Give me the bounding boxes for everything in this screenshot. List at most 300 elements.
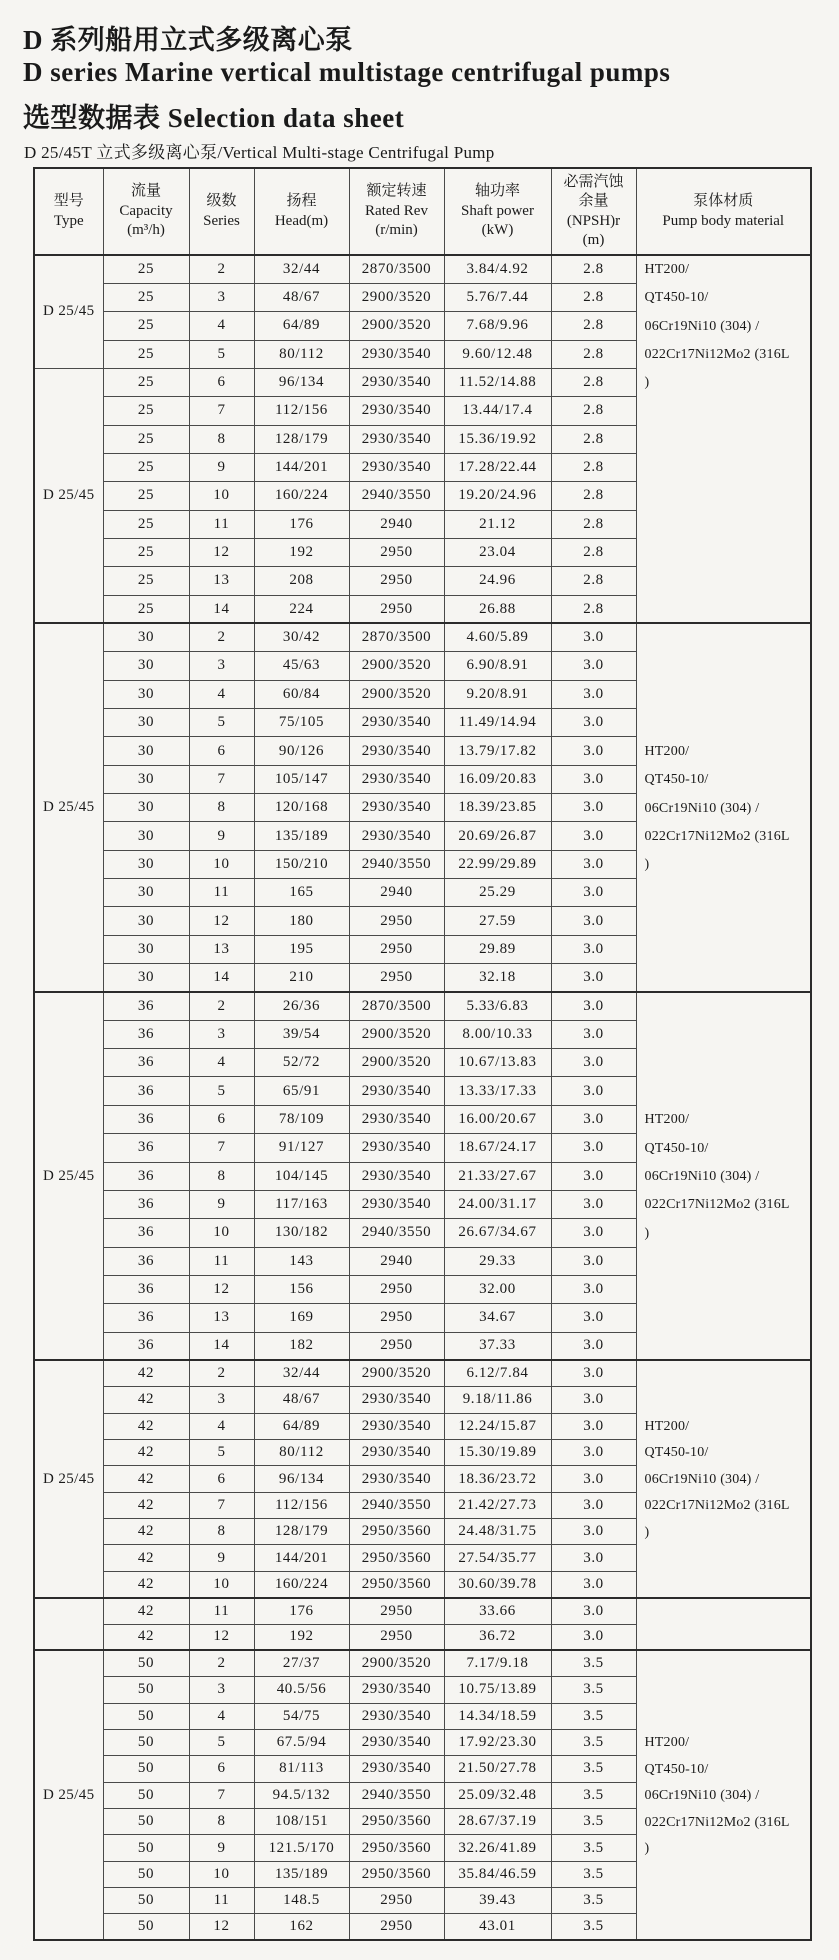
cell-series: 2 bbox=[189, 992, 254, 1020]
table-row bbox=[34, 1650, 811, 1676]
cell-capacity: 30 bbox=[103, 623, 189, 651]
column-header-head: 扬程 Head(m) bbox=[254, 168, 349, 255]
material-line: ) bbox=[644, 375, 650, 391]
material-line: 022Cr17Ni12Mo2 (316L bbox=[644, 347, 790, 363]
cell-head: 96/134 bbox=[254, 368, 349, 396]
type-cell: D 25/45 bbox=[34, 623, 103, 991]
table-row bbox=[34, 255, 811, 283]
cell-capacity: 50 bbox=[103, 1703, 189, 1729]
cell-power: 32.26/41.89 bbox=[444, 1835, 551, 1861]
selection-table bbox=[33, 167, 812, 1941]
material-line: 022Cr17Ni12Mo2 (316L bbox=[644, 1814, 790, 1830]
cell-series: 3 bbox=[189, 1387, 254, 1413]
cell-power: 12.24/15.87 bbox=[444, 1413, 551, 1439]
cell-npsh: 3.0 bbox=[551, 1360, 636, 1386]
cell-npsh: 2.8 bbox=[551, 538, 636, 566]
column-header-power: 轴功率 Shaft power (kW) bbox=[444, 168, 551, 255]
cell-power: 6.12/7.84 bbox=[444, 1360, 551, 1386]
cell-capacity: 36 bbox=[103, 1304, 189, 1332]
cell-rev: 2940/3550 bbox=[349, 482, 444, 510]
cell-capacity: 30 bbox=[103, 964, 189, 992]
type-cell: D 25/45 bbox=[34, 1360, 103, 1597]
cell-rev: 2950 bbox=[349, 1332, 444, 1360]
cell-npsh: 3.0 bbox=[551, 1134, 636, 1162]
cell-head: 117/163 bbox=[254, 1190, 349, 1218]
material-line: ) bbox=[644, 1225, 650, 1241]
material-line: ) bbox=[644, 1524, 650, 1540]
cell-capacity: 25 bbox=[103, 510, 189, 538]
cell-head: 156 bbox=[254, 1275, 349, 1303]
cell-head: 121.5/170 bbox=[254, 1835, 349, 1861]
cell-series: 4 bbox=[189, 680, 254, 708]
cell-head: 64/89 bbox=[254, 1413, 349, 1439]
cell-head: 160/224 bbox=[254, 482, 349, 510]
cell-head: 39/54 bbox=[254, 1020, 349, 1048]
cell-npsh: 3.0 bbox=[551, 1598, 636, 1624]
cell-head: 108/151 bbox=[254, 1809, 349, 1835]
material-cell bbox=[636, 623, 811, 991]
cell-npsh: 3.5 bbox=[551, 1782, 636, 1808]
cell-rev: 2940 bbox=[349, 1247, 444, 1275]
cell-capacity: 30 bbox=[103, 850, 189, 878]
cell-capacity: 36 bbox=[103, 1190, 189, 1218]
cell-series: 14 bbox=[189, 595, 254, 623]
cell-capacity: 30 bbox=[103, 907, 189, 935]
cell-series: 8 bbox=[189, 425, 254, 453]
cell-head: 48/67 bbox=[254, 283, 349, 311]
cell-power: 29.33 bbox=[444, 1247, 551, 1275]
cell-series: 9 bbox=[189, 822, 254, 850]
cell-head: 192 bbox=[254, 1624, 349, 1650]
cell-head: 144/201 bbox=[254, 1545, 349, 1571]
cell-power: 23.04 bbox=[444, 538, 551, 566]
cell-power: 30.60/39.78 bbox=[444, 1571, 551, 1597]
cell-series: 3 bbox=[189, 652, 254, 680]
cell-capacity: 50 bbox=[103, 1809, 189, 1835]
cell-power: 43.01 bbox=[444, 1914, 551, 1940]
header-row bbox=[34, 168, 811, 255]
material-line: ) bbox=[644, 1840, 650, 1856]
cell-npsh: 3.0 bbox=[551, 1439, 636, 1465]
cell-head: 78/109 bbox=[254, 1105, 349, 1133]
cell-npsh: 3.0 bbox=[551, 709, 636, 737]
cell-power: 5.33/6.83 bbox=[444, 992, 551, 1020]
cell-power: 29.89 bbox=[444, 935, 551, 963]
cell-head: 210 bbox=[254, 964, 349, 992]
cell-rev: 2950/3560 bbox=[349, 1835, 444, 1861]
cell-series: 13 bbox=[189, 935, 254, 963]
cell-power: 21.50/27.78 bbox=[444, 1756, 551, 1782]
cell-series: 5 bbox=[189, 1077, 254, 1105]
cell-series: 5 bbox=[189, 340, 254, 368]
cell-series: 4 bbox=[189, 1703, 254, 1729]
cell-rev: 2930/3540 bbox=[349, 1466, 444, 1492]
cell-series: 5 bbox=[189, 1439, 254, 1465]
cell-npsh: 3.0 bbox=[551, 992, 636, 1020]
cell-capacity: 30 bbox=[103, 879, 189, 907]
cell-npsh: 3.0 bbox=[551, 1571, 636, 1597]
cell-npsh: 3.5 bbox=[551, 1756, 636, 1782]
cell-capacity: 36 bbox=[103, 1332, 189, 1360]
cell-power: 36.72 bbox=[444, 1624, 551, 1650]
cell-head: 64/89 bbox=[254, 312, 349, 340]
cell-rev: 2940/3550 bbox=[349, 1219, 444, 1247]
cell-power: 9.18/11.86 bbox=[444, 1387, 551, 1413]
cell-power: 33.66 bbox=[444, 1598, 551, 1624]
cell-series: 7 bbox=[189, 1492, 254, 1518]
cell-rev: 2900/3520 bbox=[349, 1650, 444, 1676]
cell-npsh: 2.8 bbox=[551, 425, 636, 453]
cell-rev: 2950/3560 bbox=[349, 1519, 444, 1545]
column-header-npsh: 必需汽蚀 余量 (NPSH)r (m) bbox=[551, 168, 636, 255]
cell-rev: 2950 bbox=[349, 538, 444, 566]
cell-series: 8 bbox=[189, 1519, 254, 1545]
cell-head: 52/72 bbox=[254, 1049, 349, 1077]
cell-power: 28.67/37.19 bbox=[444, 1809, 551, 1835]
cell-rev: 2940 bbox=[349, 879, 444, 907]
cell-power: 15.36/19.92 bbox=[444, 425, 551, 453]
cell-npsh: 2.8 bbox=[551, 283, 636, 311]
cell-power: 14.34/18.59 bbox=[444, 1703, 551, 1729]
cell-series: 13 bbox=[189, 1304, 254, 1332]
cell-power: 18.67/24.17 bbox=[444, 1134, 551, 1162]
cell-npsh: 3.0 bbox=[551, 822, 636, 850]
cell-rev: 2930/3540 bbox=[349, 1077, 444, 1105]
cell-rev: 2900/3520 bbox=[349, 283, 444, 311]
cell-head: 91/127 bbox=[254, 1134, 349, 1162]
table-row bbox=[34, 992, 811, 1020]
cell-capacity: 25 bbox=[103, 482, 189, 510]
cell-capacity: 36 bbox=[103, 1105, 189, 1133]
cell-rev: 2930/3540 bbox=[349, 397, 444, 425]
cell-npsh: 3.0 bbox=[551, 1304, 636, 1332]
cell-series: 3 bbox=[189, 283, 254, 311]
cell-rev: 2940/3550 bbox=[349, 1782, 444, 1808]
cell-rev: 2930/3540 bbox=[349, 1387, 444, 1413]
cell-power: 11.49/14.94 bbox=[444, 709, 551, 737]
cell-head: 150/210 bbox=[254, 850, 349, 878]
cell-npsh: 2.8 bbox=[551, 368, 636, 396]
cell-power: 9.60/12.48 bbox=[444, 340, 551, 368]
cell-series: 10 bbox=[189, 850, 254, 878]
cell-capacity: 25 bbox=[103, 340, 189, 368]
cell-capacity: 25 bbox=[103, 595, 189, 623]
cell-npsh: 3.0 bbox=[551, 907, 636, 935]
cell-head: 180 bbox=[254, 907, 349, 935]
cell-series: 4 bbox=[189, 1049, 254, 1077]
cell-capacity: 25 bbox=[103, 255, 189, 283]
cell-power: 24.96 bbox=[444, 567, 551, 595]
material-line: QT450-10/ bbox=[644, 290, 709, 306]
cell-capacity: 36 bbox=[103, 1020, 189, 1048]
cell-head: 26/36 bbox=[254, 992, 349, 1020]
cell-head: 96/134 bbox=[254, 1466, 349, 1492]
cell-head: 32/44 bbox=[254, 1360, 349, 1386]
cell-series: 5 bbox=[189, 709, 254, 737]
cell-power: 17.92/23.30 bbox=[444, 1729, 551, 1755]
cell-rev: 2930/3540 bbox=[349, 1703, 444, 1729]
cell-series: 6 bbox=[189, 1105, 254, 1133]
material-cell bbox=[636, 992, 811, 1360]
cell-rev: 2930/3540 bbox=[349, 453, 444, 481]
cell-rev: 2900/3520 bbox=[349, 1049, 444, 1077]
cell-capacity: 42 bbox=[103, 1571, 189, 1597]
cell-capacity: 30 bbox=[103, 652, 189, 680]
cell-capacity: 30 bbox=[103, 935, 189, 963]
cell-power: 3.84/4.92 bbox=[444, 255, 551, 283]
table-body bbox=[34, 255, 811, 1940]
column-header-capacity: 流量 Capacity (m³/h) bbox=[103, 168, 189, 255]
cell-series: 7 bbox=[189, 397, 254, 425]
cell-rev: 2900/3520 bbox=[349, 312, 444, 340]
cell-series: 10 bbox=[189, 482, 254, 510]
cell-rev: 2870/3500 bbox=[349, 992, 444, 1020]
cell-series: 10 bbox=[189, 1861, 254, 1887]
table-caption: D 25/45T 立式多级离心泵/Vertical Multi-stage Centrifugal Pump bbox=[24, 143, 495, 162]
cell-head: 90/126 bbox=[254, 737, 349, 765]
cell-capacity: 30 bbox=[103, 794, 189, 822]
cell-npsh: 3.0 bbox=[551, 879, 636, 907]
cell-rev: 2930/3540 bbox=[349, 340, 444, 368]
cell-series: 12 bbox=[189, 538, 254, 566]
material-line: HT200/ bbox=[644, 1419, 690, 1435]
cell-head: 224 bbox=[254, 595, 349, 623]
table-row bbox=[34, 1598, 811, 1624]
cell-power: 27.54/35.77 bbox=[444, 1545, 551, 1571]
cell-power: 26.67/34.67 bbox=[444, 1219, 551, 1247]
cell-power: 24.48/31.75 bbox=[444, 1519, 551, 1545]
cell-power: 27.59 bbox=[444, 907, 551, 935]
cell-rev: 2940/3550 bbox=[349, 850, 444, 878]
cell-npsh: 3.0 bbox=[551, 1492, 636, 1518]
cell-series: 7 bbox=[189, 1134, 254, 1162]
cell-power: 37.33 bbox=[444, 1332, 551, 1360]
cell-capacity: 42 bbox=[103, 1598, 189, 1624]
cell-series: 2 bbox=[189, 623, 254, 651]
type-cell: D 25/45 bbox=[34, 368, 103, 623]
cell-npsh: 2.8 bbox=[551, 482, 636, 510]
cell-rev: 2900/3520 bbox=[349, 680, 444, 708]
cell-power: 22.99/29.89 bbox=[444, 850, 551, 878]
column-header-series: 级数 Series bbox=[189, 168, 254, 255]
cell-series: 6 bbox=[189, 1756, 254, 1782]
cell-power: 21.12 bbox=[444, 510, 551, 538]
cell-head: 112/156 bbox=[254, 1492, 349, 1518]
cell-capacity: 42 bbox=[103, 1466, 189, 1492]
material-line: QT450-10/ bbox=[644, 1445, 709, 1461]
material-line: 06Cr19Ni10 (304) / bbox=[644, 800, 760, 816]
cell-rev: 2950/3560 bbox=[349, 1809, 444, 1835]
cell-power: 26.88 bbox=[444, 595, 551, 623]
material-line: HT200/ bbox=[644, 743, 690, 759]
material-cell bbox=[636, 255, 811, 623]
cell-series: 6 bbox=[189, 368, 254, 396]
cell-capacity: 36 bbox=[103, 1049, 189, 1077]
cell-series: 5 bbox=[189, 1729, 254, 1755]
cell-power: 7.68/9.96 bbox=[444, 312, 551, 340]
cell-capacity: 25 bbox=[103, 283, 189, 311]
cell-head: 160/224 bbox=[254, 1571, 349, 1597]
cell-rev: 2950 bbox=[349, 1888, 444, 1914]
cell-power: 32.00 bbox=[444, 1275, 551, 1303]
cell-power: 17.28/22.44 bbox=[444, 453, 551, 481]
cell-capacity: 42 bbox=[103, 1519, 189, 1545]
cell-rev: 2900/3520 bbox=[349, 1020, 444, 1048]
cell-npsh: 3.0 bbox=[551, 1190, 636, 1218]
cell-series: 11 bbox=[189, 1247, 254, 1275]
cell-npsh: 3.5 bbox=[551, 1861, 636, 1887]
cell-rev: 2870/3500 bbox=[349, 255, 444, 283]
cell-head: 30/42 bbox=[254, 623, 349, 651]
cell-capacity: 36 bbox=[103, 1247, 189, 1275]
cell-npsh: 3.5 bbox=[551, 1835, 636, 1861]
cell-npsh: 3.0 bbox=[551, 1105, 636, 1133]
cell-head: 75/105 bbox=[254, 709, 349, 737]
cell-head: 80/112 bbox=[254, 340, 349, 368]
cell-capacity: 50 bbox=[103, 1729, 189, 1755]
cell-head: 94.5/132 bbox=[254, 1782, 349, 1808]
cell-power: 9.20/8.91 bbox=[444, 680, 551, 708]
cell-npsh: 2.8 bbox=[551, 340, 636, 368]
material-line: HT200/ bbox=[644, 262, 690, 277]
cell-series: 11 bbox=[189, 1888, 254, 1914]
material-line: 06Cr19Ni10 (304) / bbox=[644, 1471, 760, 1487]
cell-head: 195 bbox=[254, 935, 349, 963]
cell-power: 32.18 bbox=[444, 964, 551, 992]
cell-power: 10.75/13.89 bbox=[444, 1677, 551, 1703]
cell-rev: 2950/3560 bbox=[349, 1861, 444, 1887]
cell-series: 6 bbox=[189, 1466, 254, 1492]
cell-rev: 2930/3540 bbox=[349, 425, 444, 453]
cell-rev: 2950 bbox=[349, 1275, 444, 1303]
cell-npsh: 3.0 bbox=[551, 1247, 636, 1275]
cell-head: 182 bbox=[254, 1332, 349, 1360]
cell-capacity: 30 bbox=[103, 822, 189, 850]
cell-power: 16.09/20.83 bbox=[444, 765, 551, 793]
cell-capacity: 25 bbox=[103, 368, 189, 396]
cell-capacity: 25 bbox=[103, 397, 189, 425]
cell-power: 39.43 bbox=[444, 1888, 551, 1914]
cell-rev: 2950/3560 bbox=[349, 1571, 444, 1597]
cell-power: 13.79/17.82 bbox=[444, 737, 551, 765]
cell-rev: 2930/3540 bbox=[349, 1677, 444, 1703]
cell-capacity: 50 bbox=[103, 1861, 189, 1887]
cell-npsh: 2.8 bbox=[551, 397, 636, 425]
cell-series: 3 bbox=[189, 1677, 254, 1703]
cell-npsh: 3.0 bbox=[551, 794, 636, 822]
cell-rev: 2930/3540 bbox=[349, 822, 444, 850]
cell-npsh: 3.0 bbox=[551, 935, 636, 963]
cell-capacity: 42 bbox=[103, 1360, 189, 1386]
material-cell bbox=[636, 1360, 811, 1597]
column-header-rev: 额定转速 Rated Rev (r/min) bbox=[349, 168, 444, 255]
cell-rev: 2930/3540 bbox=[349, 368, 444, 396]
material-line: 022Cr17Ni12Mo2 (316L bbox=[644, 828, 790, 844]
cell-power: 24.00/31.17 bbox=[444, 1190, 551, 1218]
cell-npsh: 3.5 bbox=[551, 1914, 636, 1940]
material-line: 022Cr17Ni12Mo2 (316L bbox=[644, 1498, 790, 1514]
cell-capacity: 36 bbox=[103, 1275, 189, 1303]
cell-capacity: 25 bbox=[103, 567, 189, 595]
cell-capacity: 36 bbox=[103, 992, 189, 1020]
cell-capacity: 36 bbox=[103, 1219, 189, 1247]
cell-capacity: 30 bbox=[103, 737, 189, 765]
cell-capacity: 36 bbox=[103, 1162, 189, 1190]
cell-power: 18.39/23.85 bbox=[444, 794, 551, 822]
cell-capacity: 42 bbox=[103, 1439, 189, 1465]
cell-head: 208 bbox=[254, 567, 349, 595]
cell-npsh: 3.5 bbox=[551, 1888, 636, 1914]
cell-series: 12 bbox=[189, 1275, 254, 1303]
cell-rev: 2950 bbox=[349, 935, 444, 963]
cell-head: 80/112 bbox=[254, 1439, 349, 1465]
cell-head: 120/168 bbox=[254, 794, 349, 822]
cell-series: 12 bbox=[189, 1624, 254, 1650]
cell-power: 11.52/14.88 bbox=[444, 368, 551, 396]
cell-capacity: 30 bbox=[103, 680, 189, 708]
cell-npsh: 3.5 bbox=[551, 1729, 636, 1755]
cell-npsh: 3.5 bbox=[551, 1650, 636, 1676]
cell-head: 169 bbox=[254, 1304, 349, 1332]
cell-npsh: 2.8 bbox=[551, 595, 636, 623]
cell-series: 8 bbox=[189, 794, 254, 822]
cell-rev: 2950 bbox=[349, 1304, 444, 1332]
cell-npsh: 3.0 bbox=[551, 1387, 636, 1413]
cell-series: 11 bbox=[189, 510, 254, 538]
cell-rev: 2930/3540 bbox=[349, 1134, 444, 1162]
cell-capacity: 25 bbox=[103, 538, 189, 566]
material-cell bbox=[636, 1650, 811, 1940]
cell-head: 54/75 bbox=[254, 1703, 349, 1729]
cell-head: 148.5 bbox=[254, 1888, 349, 1914]
cell-npsh: 3.5 bbox=[551, 1677, 636, 1703]
cell-capacity: 50 bbox=[103, 1782, 189, 1808]
table-row bbox=[34, 623, 811, 651]
cell-head: 104/145 bbox=[254, 1162, 349, 1190]
cell-npsh: 3.0 bbox=[551, 1275, 636, 1303]
cell-series: 13 bbox=[189, 567, 254, 595]
cell-power: 15.30/19.89 bbox=[444, 1439, 551, 1465]
cell-series: 11 bbox=[189, 1598, 254, 1624]
cell-head: 176 bbox=[254, 1598, 349, 1624]
cell-npsh: 3.0 bbox=[551, 623, 636, 651]
cell-series: 14 bbox=[189, 964, 254, 992]
cell-rev: 2950 bbox=[349, 964, 444, 992]
cell-power: 10.67/13.83 bbox=[444, 1049, 551, 1077]
cell-rev: 2950/3560 bbox=[349, 1545, 444, 1571]
cell-npsh: 3.0 bbox=[551, 765, 636, 793]
cell-series: 9 bbox=[189, 453, 254, 481]
cell-npsh: 3.0 bbox=[551, 1332, 636, 1360]
cell-series: 11 bbox=[189, 879, 254, 907]
column-header-type: 型号 Type bbox=[34, 168, 103, 255]
material-line: 06Cr19Ni10 (304) / bbox=[644, 1788, 760, 1804]
cell-capacity: 30 bbox=[103, 765, 189, 793]
cell-head: 67.5/94 bbox=[254, 1729, 349, 1755]
page-title-chinese: D 系列船用立式多级离心泵 bbox=[23, 25, 353, 55]
cell-capacity: 50 bbox=[103, 1677, 189, 1703]
material-line: HT200/ bbox=[644, 1112, 690, 1128]
cell-head: 128/179 bbox=[254, 1519, 349, 1545]
cell-rev: 2930/3540 bbox=[349, 765, 444, 793]
cell-capacity: 42 bbox=[103, 1624, 189, 1650]
column-header-material: 泵体材质 Pump body material bbox=[636, 168, 811, 255]
cell-series: 4 bbox=[189, 1413, 254, 1439]
material-line: QT450-10/ bbox=[644, 1140, 709, 1156]
cell-capacity: 50 bbox=[103, 1835, 189, 1861]
cell-series: 14 bbox=[189, 1332, 254, 1360]
cell-head: 165 bbox=[254, 879, 349, 907]
